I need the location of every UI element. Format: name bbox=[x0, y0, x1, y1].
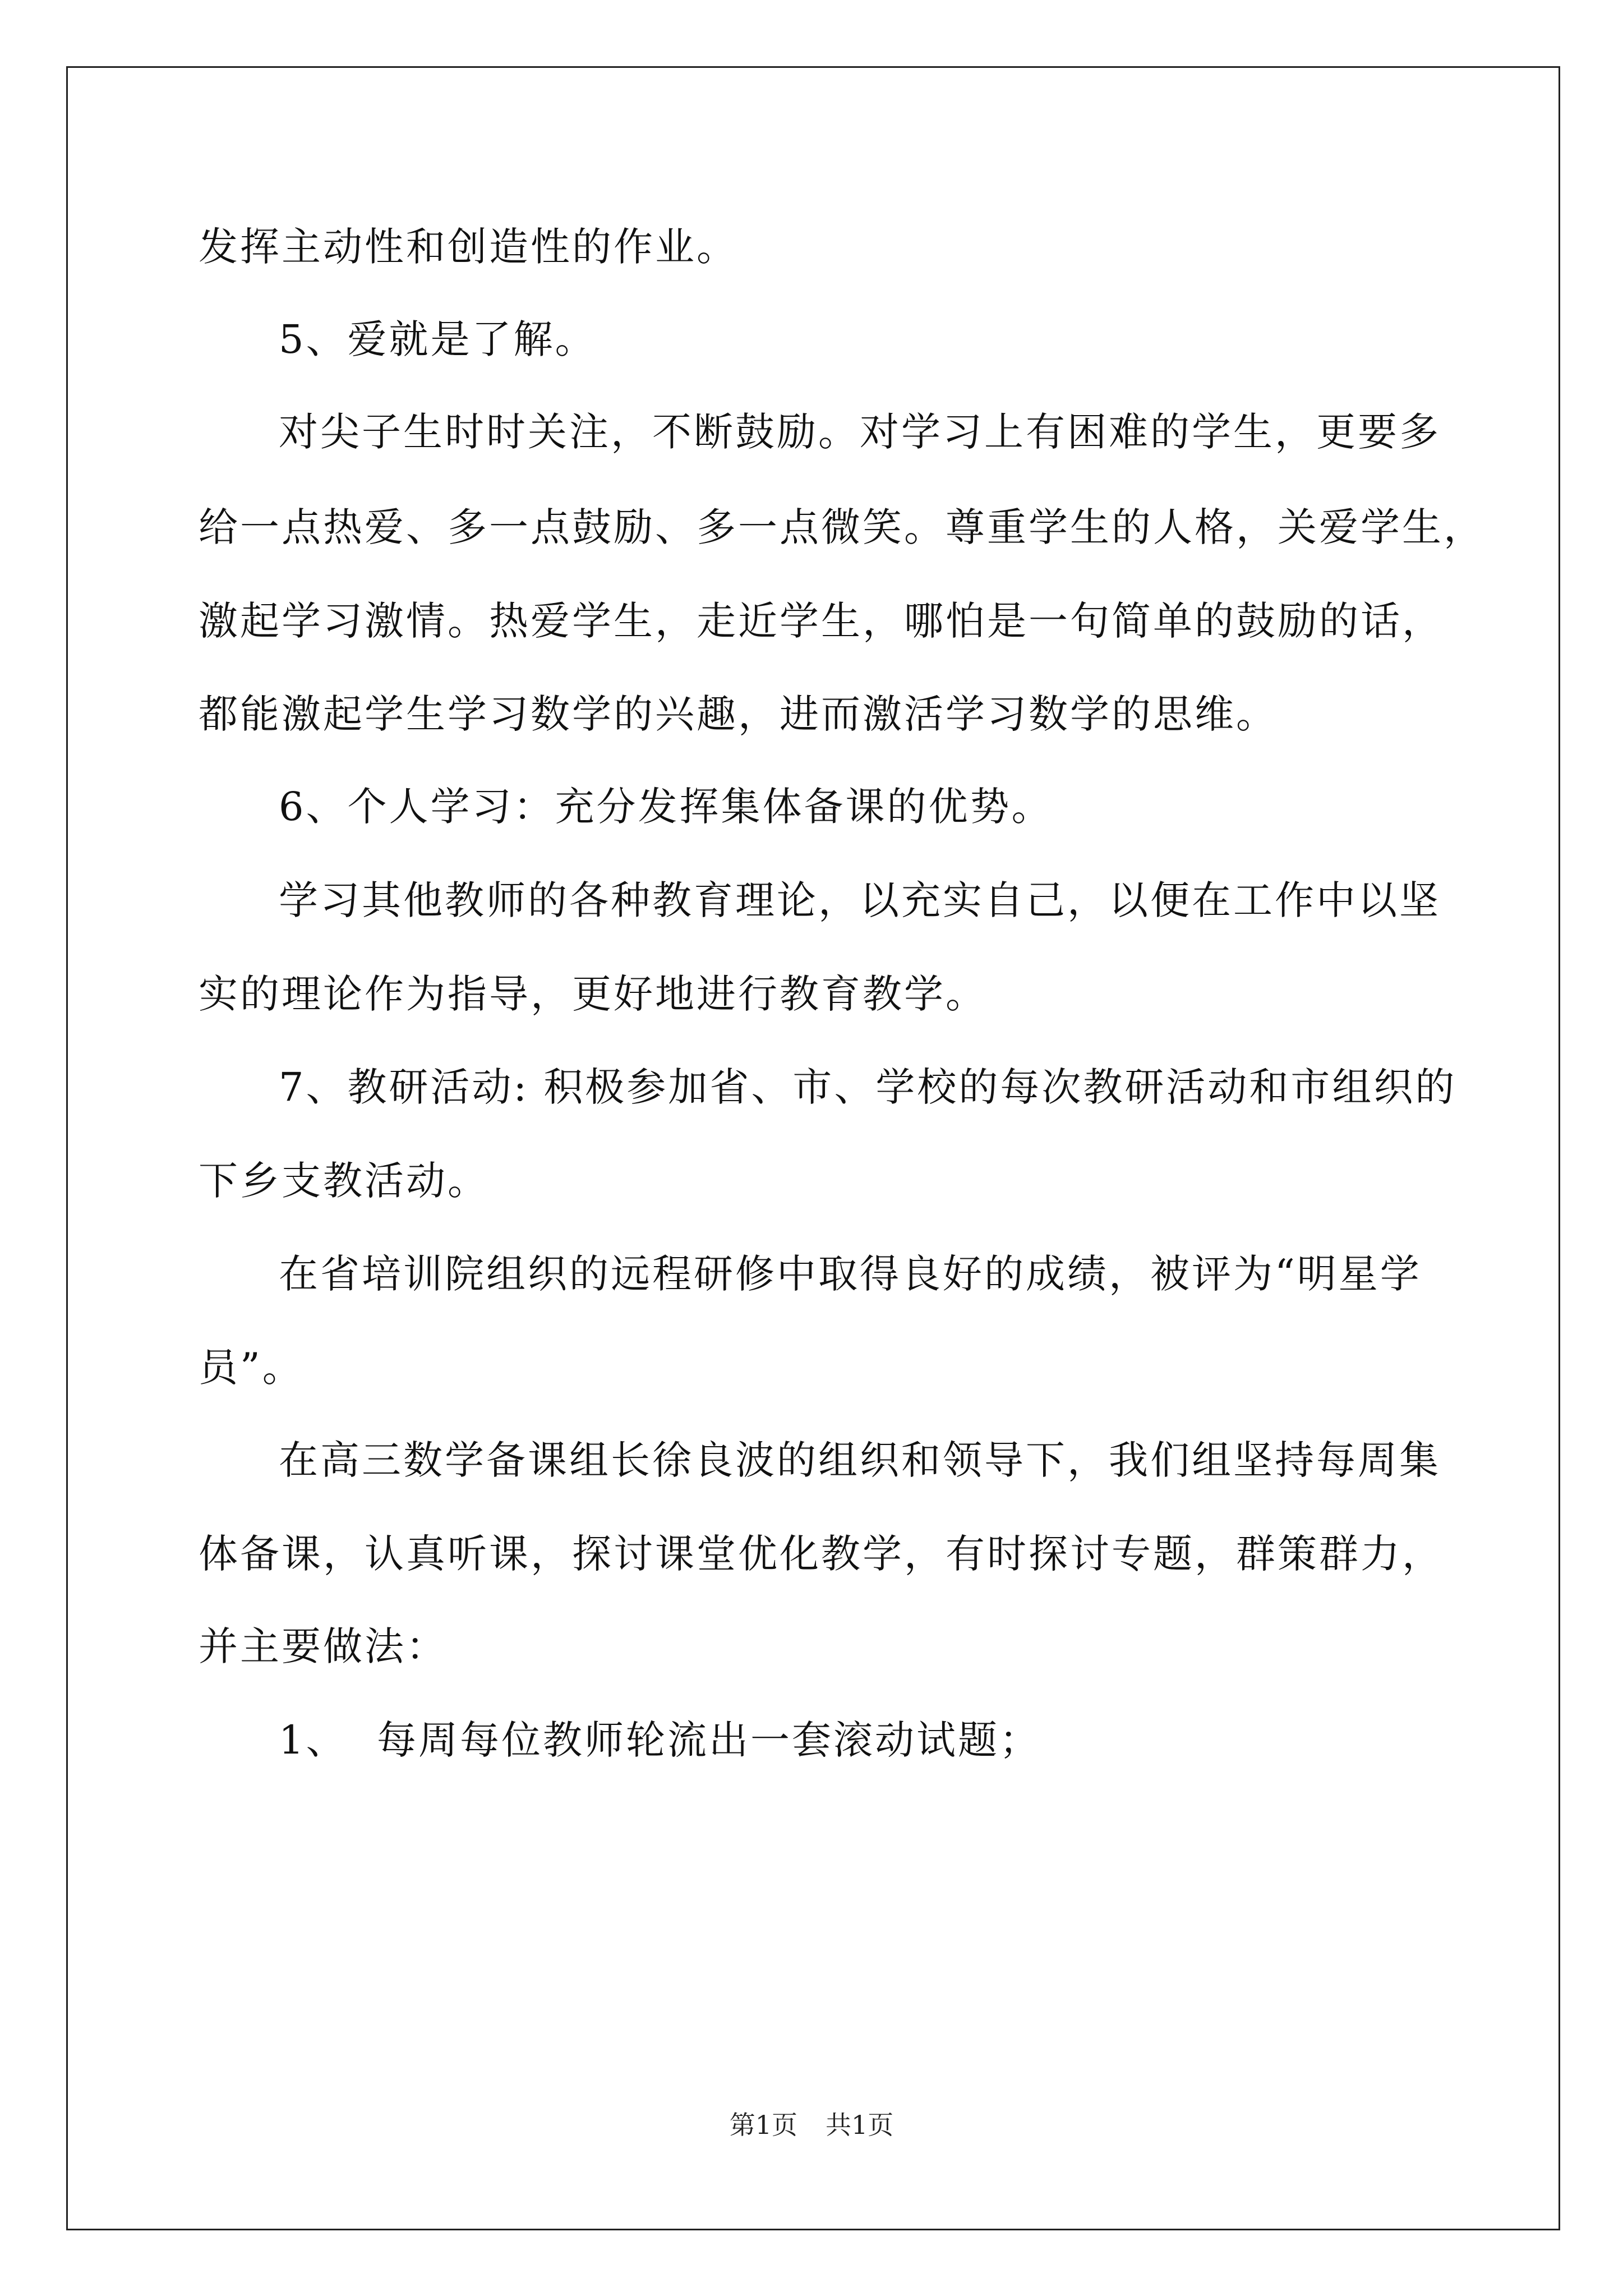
text-line: 实的理论作为指导，更好地进行教育教学。 bbox=[199, 971, 987, 1017]
text-line: 体备课，认真听课，探讨课堂优化教学，有时探讨专题，群策群力， bbox=[199, 1531, 1444, 1577]
text-line: 对尖子生时时关注，不断鼓励。对学习上有困难的学生，更要多 bbox=[279, 409, 1441, 455]
page-number-current: 第1页 bbox=[729, 2110, 797, 2140]
text-line: 7、教研活动: 积极参加省、市、学校的每次教研活动和市组织的 bbox=[279, 1064, 1457, 1110]
text-line: 6、个人学习：充分发挥集体备课的优势。 bbox=[279, 784, 1053, 830]
page-number-total: 共1页 bbox=[826, 2110, 894, 2140]
text-line: 在高三数学备课组长徐良波的组织和领导下，我们组坚持每周集 bbox=[279, 1437, 1441, 1483]
text-line: 都能激起学生学习数学的兴趣，进而激活学习数学的思维。 bbox=[199, 691, 1278, 737]
text-line: 激起学习激情。热爱学生，走近学生，哪怕是一句简单的鼓励的话， bbox=[199, 598, 1444, 644]
page-footer bbox=[0, 2108, 1623, 2142]
page-border bbox=[66, 66, 1560, 2230]
text-line: 学习其他教师的各种教育理论，以充实自己，以便在工作中以坚 bbox=[279, 877, 1441, 923]
text-line: 发挥主动性和创造性的作业。 bbox=[199, 224, 738, 270]
text-line: 1、 每周每位教师轮流出一套滚动试题； bbox=[279, 1717, 1041, 1763]
text-line: 在省培训院组织的远程研修中取得良好的成绩，被评为“明星学 bbox=[279, 1251, 1422, 1297]
text-line: 并主要做法： bbox=[199, 1623, 448, 1669]
text-line: 5、爱就是了解。 bbox=[279, 316, 597, 362]
text-line: 给一点热爱、多一点鼓励、多一点微笑。尊重学生的人格，关爱学生， bbox=[199, 504, 1485, 550]
text-line: 员”。 bbox=[199, 1345, 304, 1391]
text-line: 下乡支教活动。 bbox=[199, 1158, 489, 1204]
